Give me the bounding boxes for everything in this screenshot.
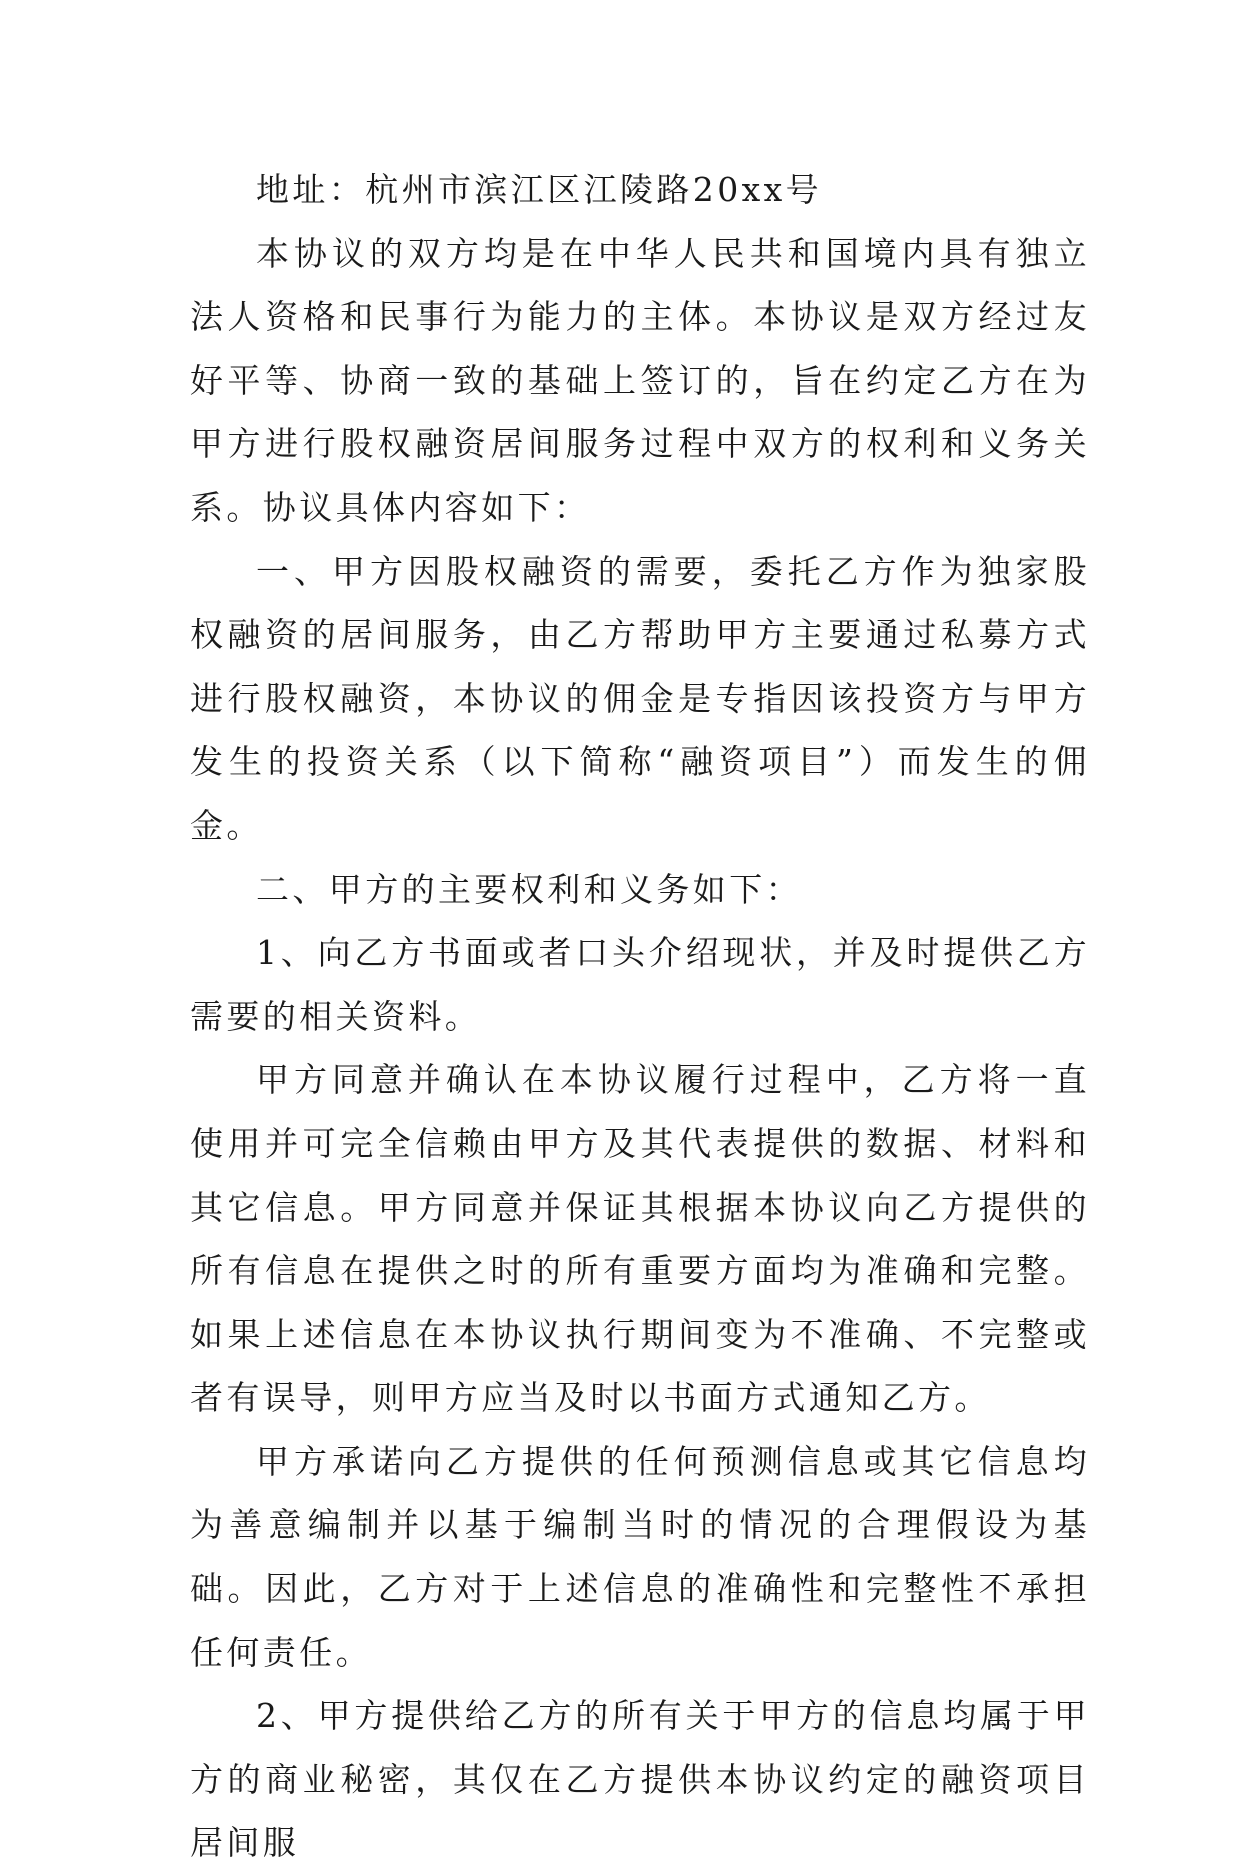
- preamble-paragraph: 本协议的双方均是在中华人民共和国境内具有独立法人资格和民事行为能力的主体。本协议是双方经过友好平等、协商一致的基础上签订的，旨在约定乙方在为甲方进行股权融资居间服务过程中双方的权利和义务关系。协议具体内容如下：: [190, 233, 1090, 527]
- clause-one-paragraph: 一、甲方因股权融资的需要，委托乙方作为独家股权融资的居间服务，由乙方帮助甲方主要通过私募方式进行股权融资，本协议的佣金是专指因该投资方与甲方发生的投资关系（以下简称“融资项目”）而发生的佣金。: [190, 551, 1090, 845]
- address-paragraph: 地址：杭州市滨江区江陵路20xx号: [256, 170, 823, 209]
- item-two-paragraph: 2、甲方提供给乙方的所有关于甲方的信息均属于甲方的商业秘密，其仅在乙方提供本协议约定的融资项目居间服: [190, 1696, 1090, 1863]
- document-body: [190, 158, 1090, 1875]
- item-one-paragraph: 1、向乙方书面或者口头介绍现状，并及时提供乙方需要的相关资料。: [190, 933, 1090, 1036]
- information-reliance-paragraph: 甲方同意并确认在本协议履行过程中，乙方将一直使用并可完全信赖由甲方及其代表提供的数据、材料和其它信息。甲方同意并保证其根据本协议向乙方提供的所有信息在提供之时的所有重要方面均为准确和完整。如果上述信息在本协议执行期间变为不准确、不完整或者有误导，则甲方应当及时以书面方式通知乙方。: [190, 1060, 1090, 1418]
- clause-two-heading: 二、甲方的主要权利和义务如下：: [256, 869, 802, 909]
- forecast-disclaimer-paragraph: 甲方承诺向乙方提供的任何预测信息或其它信息均为善意编制并以基于编制当时的情况的合理假设为基础。因此，乙方对于上述信息的准确性和完整性不承担任何责任。: [190, 1441, 1090, 1672]
